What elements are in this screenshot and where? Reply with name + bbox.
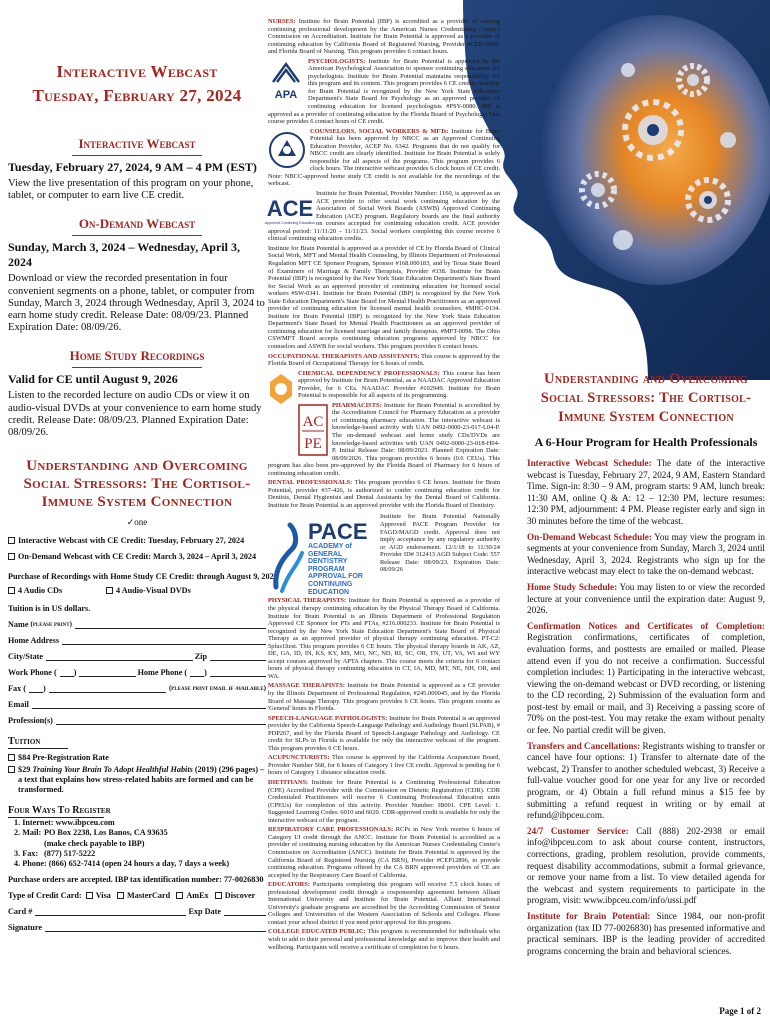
accreditation-column	[264, 18, 501, 1024]
register-internet: 1. Internet: www.ibpceu.com	[14, 818, 115, 828]
cover-date: Tuesday, February 27, 2024	[32, 86, 242, 105]
register-mail-label: 2. Mail:	[14, 828, 42, 838]
divider	[72, 367, 202, 368]
pt-accreditation: PHYSICAL THERAPISTS: Institute for Brain Potential is approved as a provider of the physical therapy continuing education by the Physical Therapy Board of California. Institute for Brain Potential is an Illinois Department of Professional Regulation Approved CE Sponsor for PTs and PTAs, #216.000233. Institute for Brain Potential is recognized by the New York State Education Department's State Board of Physical Therapy as an approved provider of physical therapy continuing education. PT-C2: 5plus1ltest. This program provides 6 CE hours. The physical therapy boards in AK, AZ, DE, GA, ID, IN, KS, KY, MS, MO, NC, ND, RI, SC, OR, TN, UT, VA, WI and WY accept courses approved by APTA chapters. This course meets the criteria for 6 contact hours of physical therapy continuing education in CT, IA, MD, MT, NE, NH, OR, and WA.	[268, 597, 501, 680]
audio-cd-checkbox[interactable]	[8, 587, 15, 594]
email-note: (please print email if available)	[168, 684, 266, 693]
acupuncture-accreditation: ACUPUNCTURISTS: This course is approved by the California Acupuncture Board, Provider Number 568, for 6 hours of Category 1 live CE credit. Approval is pending for 6 hours of Category 1 distance education credit.	[268, 754, 500, 777]
page-number: Page 1 of 2	[719, 1006, 761, 1016]
acpe-logo	[298, 404, 328, 456]
discover-checkbox[interactable]	[215, 892, 222, 899]
apa-logo	[268, 60, 304, 108]
ace-logo	[264, 192, 316, 226]
exp-date-label: Exp Date	[188, 906, 221, 916]
work-area-field[interactable]	[60, 667, 74, 677]
home-study-text: Listen to the recorded lecture on audio CDs or view it on audio-visual DVDs at your convenience to earn home study credit. Release Date: 08/09/23. Planned Expiration Date: 08/09/26.	[8, 390, 262, 439]
work-phone-field[interactable]	[79, 667, 135, 677]
pre-registration-label: $84 Pre-Registration Rate	[18, 752, 109, 762]
on-demand-date: Sunday, March 3, 2024 – Wednesday, April 3, 2024	[8, 240, 240, 270]
confirmation-notices: Confirmation Notices and Certificates of Completion: Registration confirmations, certificates of completion, evaluation forms, and posttests are emailed or mailed. Please attend even if you do not receive a confirmation. Successful completion includes: 1) Participating in the interactive webcast, viewing the on-demand webcast or DVD recording, or listening to the CD recording, 2) Submission of the evaluation form and post-test by email or mail, and 3) Receiving a passing score of 70% on the post-test. You may retake the exam without penalty or fee. No partial credit will be given.	[527, 620, 765, 736]
option-interactive-label: Interactive Webcast with CE Credit: Tuesday, February 27, 2024	[18, 535, 245, 545]
card-number-label: Card #	[8, 906, 33, 916]
pace-logo: PACE ACADEMY of GENERAL DENTISTRY PROGRAM APPROVAL FOR CONTINUING EDUCATION	[268, 513, 380, 595]
dvd-checkbox[interactable]	[106, 587, 113, 594]
purchase-orders-note: Purchase orders are accepted. IBP tax identification number: 77-0026830	[8, 875, 264, 885]
nurses-accreditation: NURSES: Institute for Brain Potential (IBP) is accredited as a provider of nursing continuing professional development by the American Nurses Credentialing Center's Commission on Accreditation. Institute for Brain Potential is approved as a provider of continuing education by California Board of Registered Nursing, Provider #CEP12896, and Florida Board of Nursing. This program provides 6 contact hours.	[268, 18, 501, 56]
home-phone-field[interactable]	[210, 667, 266, 677]
tuition-heading: Tuition	[8, 736, 41, 748]
svg-text:Approved Continuing Education: Approved Continuing Education	[264, 221, 316, 226]
fax-field[interactable]	[49, 683, 166, 693]
svg-text:AC: AC	[302, 413, 324, 430]
home-phone-label: Home Phone (	[137, 667, 188, 677]
city-field[interactable]	[46, 651, 193, 661]
counselors-accreditation: COUNSELORS, SOCIAL WORKERS & MFTs: Institute for Brain Potential has been approved by NBCC as an Approved Continuing Education Provider, ACEP No. 6342. Programs that do not qualify for NBCC credit are clearly identified. Institute for Brain Potential is solely responsible for all aspects of the programs. This program provides 6 clock hours. The interactive webcast provides 6 clock hours of CE credit. Note: NBCC-approved home study CE credit is not available for the recordings of the webcast.	[268, 127, 501, 188]
book-checkbox[interactable]	[8, 766, 15, 773]
book-description: (2019) (296 pages) – a text that explains how stress-related habits are formed and can be transformed.	[18, 765, 265, 795]
psychologists-accreditation: APA PSYCHOLOGISTS: Institute for Brain Potential is approved by the American Psychological Association to sponsor continuing education for psychologists. Institute for Brain Potential maintains responsibility for this program and its content. This program provides 6 CE credits. Institute for Brain Potential is recognized by the New York State Education Department's State Board for Psychology as an approved provider of continuing education for licensed psychologists #PSY-0080. IBP is approved as a provider of continuing education by the Florida Board of Psychology. This course provides 6 contact hours of CE credit.	[268, 57, 501, 126]
credit-card-type-label: Type of Credit Card:	[8, 890, 82, 900]
check-one-label: ✓one	[126, 517, 148, 528]
svg-text:APA: APA	[274, 88, 298, 101]
book-price: $29	[18, 765, 31, 775]
ibp-description: Institute for Brain Potential: Since 1984, our non-profit organization (tax ID 77-0026830) has presented informative and practical seminars. IBP is the leading provider of accredited programs concerning the brain and behavioral sciences.	[527, 910, 766, 956]
card-number-field[interactable]	[35, 906, 186, 916]
purchase-recordings-label: Purchase of Recordings with Home Study CE Credit: through August 9, 2026	[8, 571, 278, 581]
register-mail-note: (make check payable to IBP)	[44, 838, 145, 848]
amex-checkbox[interactable]	[176, 892, 183, 899]
svg-text:ACE: ACE	[266, 196, 314, 222]
audio-cd-label: 4 Audio CDs	[18, 585, 63, 595]
educators-accreditation: EDUCATORS: Participants completing this program will receive 7.5 clock hours of professional development credit through a cosponsorship agreement between Alliant International University and Institute for Brain Potential. Alliant International University's graduate programs are accredited by the Accrediting Commission of Senior Colleges and Universities of the Western Association of Schools and Colleges. Please contact your school district if you need prior approval for this program.	[268, 881, 501, 926]
pace-text: Institute for Brain Potential Nationally Approved PACE Program Provider for FAGD/MAGD credit. Approval does not imply acceptance by any regulatory authority or AGD endorsement. 12/1/18 to 11/30/24 Provider ID# 312413 AGD Subject Code: 557 Release Date: 08/09/23. Expiration Date: 08/09/26	[380, 513, 500, 574]
program-title: Understanding and Overcoming Social Stressors: The Cortisol-Immune System Connection	[23, 458, 251, 511]
left-column: Interactive Webcast Tuesday, February 27, 2024 Interactive Webcast Tuesday, February 27, 2024, 9 AM – 4 PM (EST) View the live presentation of this program on your phone, tablet, or computer to earn live CE credit. On-Demand Webcast Sunday, March 3, 2024 – Wednesday, April 3, 2024 Download or view the recorded presentation in four convenient segments on a phone, tablet, or computer from Sunday, March 3, 2024 through Wednesday, April 3, 2024 to earn home study credit. Release Date: 08/09/23. Planned Expiration Date: 08/09/26. Home Study Recordings Valid for CE until August 9, 2026 Listen to the recorded lecture on audio CDs or view it on audio-visual DVDs at your convenience to earn home study credit. Release Date: 08/09/23. Planned Expiration Date: 08/09/26. Understanding and Overcoming Social Stressors: The Cortisol-Immune System Connection ✓one Interactive Webcast with CE Credit: Tuesday, February 27, 2024 On-Demand Webcast with CE Credit: March 3, 2024 – April 3, 2024 Purchase of Recordings with Home Study CE Credit: through August 9, 2026 4 Audio CDs 4 Audio-Visual DVDs Tuition is in US dollars. Name (please print) Home Address City/State Zip Work Phone ( ) Home Phone ( ) Fax ( ) (please print email if available) Email Profession(s) Tuition $84 Pre-Registration Rate $29 Training Your Brain To Adopt Healthful Habits (2019) (296 pages) – a text that explains how stress-related habits are formed and can be transformed. Four Ways To Register 1. Internet: www.ibpceu.com 2. Mail: PO Box 2238, Los Banos, CA 93635 (make check payable to IBP) 3. Fax: (877) 517-5222 4. Phone: (866) 652-7414 (open 24 hours a day, 7 days a week) Purchase orders are accepted. IBP tax identification number: 77-0026830 Type of Credit Card: Visa MasterCard AmEx Discover Card # Exp Date Signature	[8, 62, 278, 932]
on-demand-schedule: On-Demand Webcast Schedule: You may view the program in segments at your convenience from Sunday, March 3, 2024 until Wednesday, April 3, 2024. Registrants who sign up for the interactive webcast may elect to take the on-demand webcast.	[527, 531, 765, 577]
register-mail-address: PO Box 2238, Los Banos, CA 93635	[44, 828, 168, 838]
pre-registration-checkbox[interactable]	[8, 754, 15, 761]
name-label: Name	[8, 619, 29, 629]
mastercard-checkbox[interactable]	[117, 892, 124, 899]
visa-checkbox[interactable]	[86, 892, 93, 899]
signature-field[interactable]	[45, 922, 266, 932]
on-demand-text: Download or view the recorded presentation in four convenient segments on a phone, tablet, or computer from Sunday, March 3, 2024 through Wednesday, April 3, 2024 to earn home study credit. Release Date: 08/09/23. Planned Expiration Date: 08/09/26.	[8, 273, 265, 334]
book-title: Training Your Brain To Adopt Healthful Habits	[32, 765, 193, 775]
register-phone: 4. Phone: (866) 652-7414 (open 24 hours a day, 7 days a week)	[14, 859, 230, 869]
transfers-cancellations: Transfers and Cancellations: Registrants wishing to transfer or cancel have four options: 1) Transfer to alternate date of the webcast, 2) Transfer to another scheduled webcast, 3) Receive a full-value voucher good for one year for any live or recorded program, or 4) Obtain a full refund minus a $15 fee by submitting a refund request in writing or by email at refund@ibpceu.com.	[527, 740, 765, 821]
address-field[interactable]	[62, 635, 266, 645]
ot-accreditation: OCCUPATIONAL THERAPISTS AND ASSISTANTS: This course is approved by the Florida Board of Occupational Therapy for 6 hours of credit.	[268, 352, 500, 368]
home-study-date: Valid for CE until August 9, 2026	[8, 372, 178, 387]
naadac-logo	[268, 372, 294, 406]
interactive-webcast-heading: Interactive Webcast	[78, 136, 196, 151]
cover-title: Interactive Webcast	[56, 62, 218, 81]
mastercard-label: MasterCard	[127, 890, 171, 900]
signature-label: Signature	[8, 922, 42, 932]
on-demand-heading: On-Demand Webcast	[78, 216, 196, 232]
fax-area-field[interactable]	[29, 683, 43, 693]
ace-accreditation: ACE Approved Continuing Education Institute for Brain Potential, Provider Number: 1160, is approved as an ACE provider to offer social work continuing education by the Association of Social Work Boards (ASWB) Approved Continuing Education (ACE) program. Regulatory boards are the final authority on courses accepted for continuing education credit. ACE provider approval period: 11/11/20 – 11/11/23. Social workers completing this course receive 6 clinical continuing education credits.	[264, 190, 500, 243]
home-area-field[interactable]	[190, 667, 204, 677]
address-label: Home Address	[8, 635, 60, 645]
customer-service: 24/7 Customer Service: Call (888) 202-2938 or email info@ibpceu.com to ask about course content, instructors, corrections, grading, problem resolution, provide comments, request disability accommodations, submit a formal grievance, or remove your name from a list. To view detailed agenda for the webcast and system requirements to participate in the program, visit: www.ibpceu.com/info/ussi.pdf	[527, 825, 765, 906]
state-boards-accreditation: Institute for Brain Potential is approved as a provider of CE by Florida Board of Clinical Social Work, MFT and Mental Health Counseling, by Illinois Department of Professional Regulation MFT CE Sponsor Program, Sponsor #168.000183, and by Texas State Board of Examiners of Marriage & Family Therapists, Provider #338. Institute for Brain Potential (IBP) is recognized by the New York State Education Department's State Board for Social Work as an approved provider of continuing education for licensed social workers #SW-0341. Institute for Brain Potential (IBP) is recognized by the New York State Education Department's State Board for Mental Health Practitioners as an approved provider of continuing education for licensed mental health counselors. #MHC-0134. Institute for Brain Potential (IBP) is recognized by the New York State Education Department's State Board for Mental Health Practitioners as an approved provider of continuing education for licensed marriage and family therapists. #MFT-0098. The Ohio CSWMFT Board accepts continuing education programs approved by NBCC for counselors and ASWB for social workers. This program provides 6 contact hours.	[268, 244, 500, 350]
svg-text:PE: PE	[304, 435, 322, 452]
zip-field[interactable]	[210, 651, 266, 661]
email-field[interactable]	[32, 699, 266, 709]
massage-accreditation: MASSAGE THERAPISTS: Institute for Brain Potential is approved as a CE provider by the Illinois Department of Professional Regulation, #245.000045, and by the Florida Board of Massage Therapy. This program provides 6 CE hours. This program counts as 'General' hours in Florida.	[268, 682, 501, 713]
right-column	[527, 0, 765, 1024]
option-on-demand-label: On-Demand Webcast with CE Credit: March 3, 2024 – April 3, 2024	[18, 551, 257, 561]
dietitians-accreditation: DIETITIANS: Institute for Brain Potential is a Continuing Professional Education (CPE) Accredited Provider with the Commission on Dietetic Registration (CDR). CDR Credentialed Practitioners will receive 6 Continuing Professional Education units (CPEUs) for completion of this activity. Provider Number: IB001. CPE Level: 1. Suggested Learning Codes: 6010 and 6020. CDR-approved credit is available for only the interactive webcast of the program.	[268, 779, 501, 824]
pharmacists-accreditation: AC PE PHARMACISTS: Institute for Brain Potential is accredited by the Accreditation Council for Pharmacy Education as a provider of continuing pharmacy education. The interactive webcast is knowledge-based activity with UAN 0492-0000-23-017-L04-P. The on-demand webcast and home study CDs/DVDs are knowledge-based activities with UAN 0492-0000-23-018-H04-P. Initial Release Date: 08/09/2023. Planned Expiration Date: 08/09/2026. This program provides 6 hours (0.6 CEUs). This program has also been pre-approved by the Florida Board of Pharmacy for 6 hours of continuing education credit.	[268, 401, 500, 477]
dvd-label: 4 Audio-Visual DVDs	[116, 585, 191, 595]
fax-label: Fax (	[8, 683, 26, 693]
profession-field[interactable]	[56, 715, 266, 725]
discover-label: Discover	[224, 890, 256, 900]
interactive-webcast-checkbox[interactable]	[8, 537, 15, 544]
exp-date-field[interactable]	[224, 906, 266, 916]
divider	[72, 155, 202, 156]
email-label: Email	[8, 699, 29, 709]
tuition-note: Tuition is in US dollars.	[8, 603, 91, 613]
home-study-heading: Home Study Recordings	[69, 348, 205, 364]
college-public-note: COLLEGE EDUCATED PUBLIC: This program is recommended for individuals who wish to add to their personal and professional knowledge and to improve their health and wellbeing. Participants will receive a certificate of completion for 6 hours.	[268, 928, 500, 951]
work-phone-label: Work Phone (	[8, 667, 57, 677]
respiratory-accreditation: RESPIRATORY CARE PROFESSIONALS: RCPs in New York receive 6 hours of Category I/I credit through the ANCC. Institute for Brain Potential is accredited as a provider of continuing nursing education by the American Nurses Credentialing Center's Commission on Accreditation (ANCC). Institute for Brain Potential is approved by the California Board of Registered Nursing (CA BRN), Provider #CEP12896, to provide continuing education. Programs offered by the CA BRN approved providers of CE are accepted by the Respiratory Care Board of California.	[268, 826, 500, 879]
on-demand-checkbox[interactable]	[8, 553, 15, 560]
right-program-title: Understanding and Overcoming Social Stressors: The Cortisol-Immune System Connection	[540, 371, 752, 425]
svg-text:PACE: PACE	[308, 519, 368, 545]
program-subtitle: A 6-Hour Program for Health Professionals	[534, 435, 758, 449]
chemical-dependency-accreditation: CHEMICAL DEPENDENCY PROFESSIONALS: This course has been approved by Institute for Brain Potential, as a NAADAC Approved Education Provider, for 6 CEs. NAADAC Provider #102949. Institute for Brain Potential is responsible for all aspects of its programming.	[268, 370, 500, 400]
home-study-schedule: Home Study Schedule: You may listen to or view the recorded lecture at your convenience until the expiration date: August 9, 2026.	[527, 581, 765, 616]
pace-block	[268, 513, 500, 595]
interactive-schedule: Interactive Webcast Schedule: The date of the interactive webcast is Tuesday, February 27, 2024, 9 AM, Eastern Standard Time. Sign-in: 8:30 – 9 AM, program starts: 9 AM, lunch break: 11:30 AM, online Q & A: 12 – 12:30 PM, lecture resumes: 12:30 PM, adjournment: 4 PM. Please register early and sign in 30 minutes before the time of the webcast.	[527, 458, 765, 526]
nbcc-logo	[268, 130, 306, 170]
slp-accreditation: SPEECH-LANGUAGE PATHOLOGISTS: Institute for Brain Potential is an approved provider by the California Speech-Language Pathology and Audiology Board (SLPAB), # PDP267, and by the Florida Board of Speech-Language Pathology and Audiology. CE credit for SLPs in Florida is available for only the interactive webcast of the program. This program provides 6 CE hours.	[268, 714, 500, 752]
register-fax-number: (877) 517-5222	[44, 848, 96, 858]
zip-label: Zip	[194, 651, 207, 661]
visa-label: Visa	[95, 890, 111, 900]
register-fax-label: 3. Fax:	[14, 848, 39, 858]
profession-label: Profession(s)	[8, 715, 53, 725]
interactive-webcast-date: Tuesday, February 27, 2024, 9 AM – 4 PM (EST)	[8, 160, 257, 174]
dental-accreditation: DENTAL PROFESSIONALS: This program provides 6 CE hours. Institute for Brain Potential, provider #37-426, is authorized to confer continuing education credit for Dentists, Dental Hygienists and Dental Assistants by the Dental Board of California. Institute for Brain Potential is an approved provider with the Florida Board of Dentistry.	[268, 479, 501, 509]
ways-to-register-heading: Four Ways To Register	[8, 805, 111, 817]
city-label: City/State	[8, 651, 44, 661]
amex-label: AmEx	[186, 890, 209, 900]
divider	[72, 235, 202, 236]
interactive-webcast-text: View the live presentation of this program on your phone, tablet, or computer to earn live CE credit.	[8, 178, 254, 202]
name-field[interactable]	[75, 619, 266, 629]
